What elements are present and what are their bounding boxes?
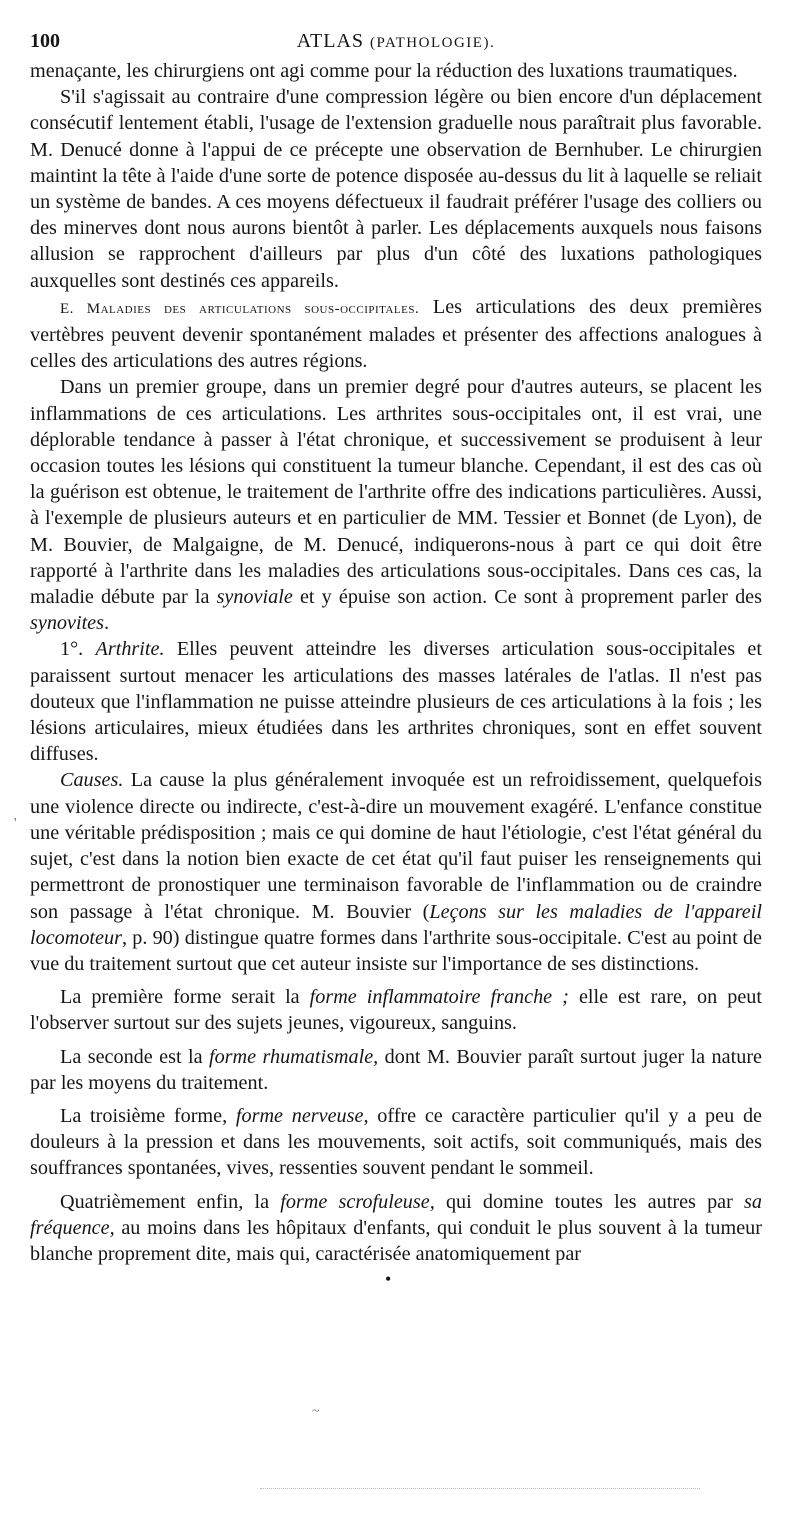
term-forme-scrofuleuse: forme scrofuleuse, (280, 1190, 435, 1213)
term-forme-inflammatoire: forme inflammatoire franche ; (309, 986, 569, 1009)
paragraph-6-text-1: La cause la plus généralement invoquée est un refroidissement, quelquefois une violence directe ou indirecte, c'est-à-dire un mouvement exagéré. L'enfance constitue une véritable prédisposition ; mais ce qui domine de haut l'étiologie, c'est l'état général du sujet, c'est dans la notion bien exacte de cet état qu'il faut puiser les renseignements qui permettront de pronostiquer une terminaison favorable de l'inflammation ou de craindre son passage à l'état chronique. M. Bouvier ( (30, 769, 762, 923)
footer-scan-artifact (260, 1488, 700, 1489)
paragraph-5-text: Elles peuvent atteindre les diverses articulation sous-occipitales et paraissent surtout menacer les articulations des masses latérales de l'atlas. Il n'est pas douteux que l'inflammation ne puisse atteindre plusieurs de ces articulations à la fois ; les lésions articulaires, mieux étudiées dans les arthrites chroniques, sont en effet souvent diffuses. (30, 638, 763, 766)
paragraph-4-end: . (104, 612, 110, 635)
section-heading: E. Maladies des articulations sous-occipitales. (60, 300, 420, 317)
paragraph-4-mid: et y épuise son action. Ce sont à proprement parler des (292, 586, 762, 609)
page-number: 100 (30, 30, 60, 52)
subsection-heading: Arthrite. (95, 638, 165, 661)
paragraph-2: S'il s'agissait au contraire d'une compression légère ou bien encore d'un déplacement consécutif lentement établi, l'usage de l'extension graduelle nous paraîtrait plus favorable. M. Denucé donne à l'appui de ce précepte une observation de Bernhuber. Le chirurgien maintint la tête à l'aide d'une sorte de potence disposée au-dessus du lit à laquelle se reliait un système de bandes. A ces moyens défectueux il faudrait préférer l'usage des colliers ou des minerves dont nous aurons bientôt à parler. Les déplacements auxquels nous faisons allusion se rapprochent d'ailleurs par plus d'un côté des luxations pathologiques auxquelles sont destinés ces appareils. (30, 86, 762, 292)
paragraph-5 (30, 636, 762, 767)
citation-title: Leçons sur les maladies de l'appareil locomoteur (30, 900, 762, 949)
causes-heading: Causes. (60, 769, 124, 792)
running-title-main: ATLAS (296, 30, 365, 52)
term-forme-rhumatismale: forme rhumatismale, (208, 1045, 379, 1068)
paragraph-7-text-b: elle est rare, on peut l'observer surtout sur des sujets jeunes, vigoureux, sanguins. (30, 986, 762, 1035)
term-forme-nerveuse: forme nerveuse, (235, 1104, 369, 1127)
document-page (30, 30, 762, 1267)
running-title (30, 30, 762, 53)
stray-dot-mark: • (385, 1269, 392, 1289)
paragraph-6-text-2: , p. 90) distingue quatre formes dans l'arthrite sous-occipitale. C'est au point de vue du traitement surtout que cet auteur insiste sur l'importance de ses distinctions. (30, 926, 762, 975)
running-title-sub: (PATHOLOGIE). (370, 35, 496, 51)
term-synoviale: synoviale (216, 586, 293, 609)
term-sa-frequence: sa fréquence, (30, 1190, 762, 1239)
margin-mark: ' (14, 816, 17, 831)
page-header (30, 30, 762, 58)
paragraph-9 (30, 1103, 762, 1182)
paragraph-10-text-c: au moins dans les hôpitaux d'enfants, qui conduit le plus souvent à la tumeur blanche proprement dite, mais qui, caractérisée anatomiquement par (30, 1216, 762, 1265)
paragraph-9-text-b: offre ce caractère particulier qu'il y a peu de douleurs à la pression et dans les mouvements, soit actifs, soit communiqués, mais des souffrances spontanées, vives, ressenties souvent pendant le sommeil. (30, 1104, 762, 1180)
paragraph-7-text-a: La première forme serait la (60, 986, 310, 1009)
paragraph-7 (30, 984, 762, 1036)
paragraph-1: menaçante, les chirurgiens ont agi comme pour la réduction des luxations traumatiques. (30, 60, 738, 82)
paragraph-6 (30, 767, 762, 977)
paragraph-10 (30, 1189, 762, 1268)
paragraph-10-text-a: Quatrièmement enfin, la (60, 1190, 281, 1213)
body-text (30, 58, 762, 1267)
paragraph-8-text-a: La seconde est la (60, 1045, 209, 1068)
paragraph-8 (30, 1044, 762, 1096)
paragraph-3 (30, 294, 762, 375)
paragraph-3-text: Les articulations des deux premières vertèbres peuvent devenir spontanément malades et présenter des affections analogues à celles des articulations des autres régions. (30, 295, 763, 373)
stray-dash-mark: ~ (312, 1404, 320, 1419)
paragraph-9-text-a: La troisième forme, (60, 1104, 236, 1127)
paragraph-4-text: Dans un premier groupe, dans un premier degré pour d'autres auteurs, se placent les inflammations de ces articulations. Les arthrites sous-occipitales ont, il est vrai, une déplorable tendance à passer à l'état chronique, et successivement se produisent à leur occasion toutes les lésions qui constituent la tumeur blanche. Cependant, il est des cas où la guérison est obtenue, le traitement de l'arthrite offre des indications particulières. Aussi, à l'exemple de plusieurs auteurs et en particulier de MM. Tessier et Bonnet (de Lyon), de M. Bouvier, de Malgaigne, de M. Denucé, indiquerons-nous à part ce qui doit être rapporté à l'arthrite dans les maladies des articulations sous-occipitales. Dans ces cas, la maladie débute par la (30, 376, 762, 609)
paragraph-10-text-b: qui domine toutes les autres par (434, 1190, 745, 1213)
paragraph-4 (30, 374, 762, 636)
paragraph-8-text-b: dont M. Bouvier paraît surtout juger la nature par les moyens du traitement. (30, 1045, 762, 1094)
term-synovites: synovites (30, 612, 104, 635)
subsection-number: 1°. (60, 638, 84, 661)
